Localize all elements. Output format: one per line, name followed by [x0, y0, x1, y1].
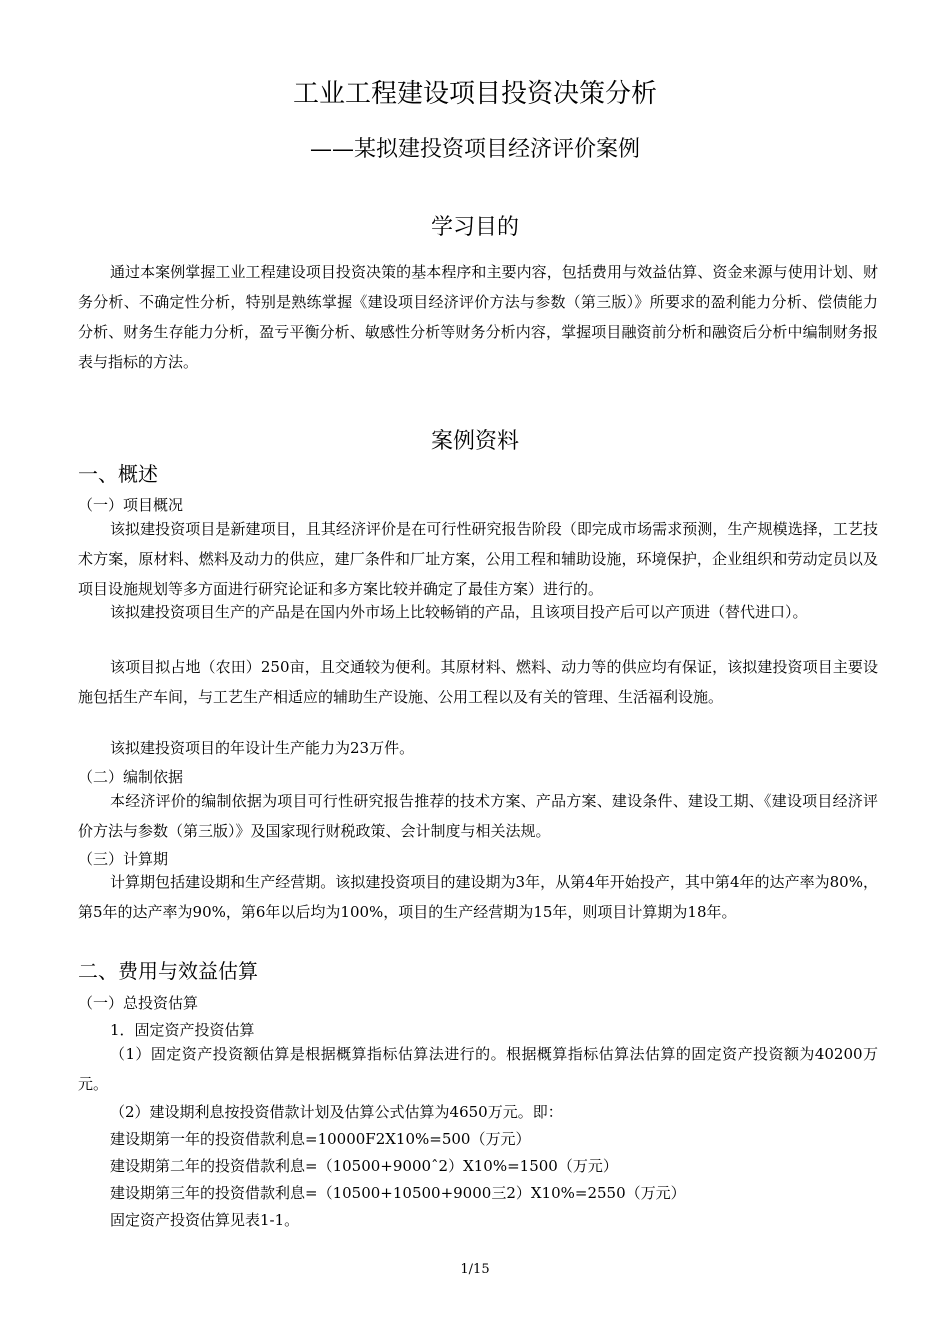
period-paragraph: 计算期包括建设期和生产经营期。该拟建投资项目的建设期为3年，从第4年开始投产，其中第4年的达产率为80%，第5年的达产率为90%，第6年以后均为100%，项目的生产经营期为15年，则项目计算期为18年。	[78, 873, 878, 921]
interest-calc-year-2: 建设期第二年的投资借款利息=（10500+9000ˆ2）X10%=1500（万元）	[110, 1157, 618, 1175]
basis-paragraph: 本经济评价的编制依据为项目可行性研究报告推荐的技术方案、产品方案、建设条件、建设工期、《建设项目经济评价方法与参数（第三版）》及国家现行财税政策、会计制度与相关法规。	[78, 792, 878, 840]
project-overview-paragraph-4: 该拟建投资项目的年设计生产能力为23万件。	[110, 739, 415, 757]
fixed-asset-paragraph-1: （1）固定资产投资额估算是根据概算指标估算法进行的。根据概算指标估算法估算的固定资产投资额为40200万元。	[78, 1045, 878, 1093]
case-heading: 案例资料	[430, 429, 519, 454]
objective-paragraph: 通过本案例掌握工业工程建设项目投资决策的基本程序和主要内容，包括费用与效益估算、资金来源与使用计划、财务分析、不确定性分析，特别是熟练掌握《建设项目经济评价方法与参数（第三版）》所要求的盈利能力分析、偿债能力分析、财务生存能力分析，盈亏平衡分析、敏感性分析等财务分析内容，掌握项目融资前分析和融资后分析中编制财务报表与指标的方法。	[78, 263, 878, 371]
interest-calc-year-1: 建设期第一年的投资借款利息=10000F2X10%=500（万元）	[110, 1130, 531, 1148]
subsection-period-heading: （三）计算期	[78, 850, 169, 868]
page-number: 1/15	[460, 1262, 490, 1277]
subsection-project-overview-heading: （一）项目概况	[78, 496, 184, 514]
project-overview-paragraph-2: 该拟建投资项目生产的产品是在国内外市场上比较畅销的产品，且该项目投产后可以产顶进（替代进口）。	[110, 603, 808, 621]
document-subtitle: ——某拟建投资项目经济评价案例	[309, 137, 640, 162]
document-title: 工业工程建设项目投资决策分析	[292, 79, 657, 109]
project-overview-paragraph-1: 该拟建投资项目是新建项目，且其经济评价是在可行性研究报告阶段（即完成市场需求预测，生产规模选择，工艺技术方案，原材料、燃料及动力的供应，建厂条件和厂址方案，公用工程和辅助设施，环境保护，企业组织和劳动定员以及项目设施规划等多方面进行研究论证和多方案比较并确定了最佳方案）进行的。	[78, 520, 878, 598]
objective-heading: 学习目的	[430, 215, 519, 240]
fixed-asset-item-heading: 1．固定资产投资估算	[110, 1021, 255, 1039]
fixed-asset-paragraph-2: （2）建设期利息按投资借款计划及估算公式估算为4650万元。即：	[110, 1103, 563, 1121]
interest-calc-year-3: 建设期第三年的投资借款利息=（10500+10500+9000三2）X10%=2550（万元）	[110, 1184, 686, 1202]
table-reference: 固定资产投资估算见表1-1。	[110, 1211, 300, 1229]
subsection-total-investment-heading: （一）总投资估算	[78, 994, 199, 1012]
section-overview-heading: 一、概述	[78, 462, 158, 486]
subsection-basis-heading: （二）编制依据	[78, 768, 184, 786]
section-cost-benefit-heading: 二、费用与效益估算	[78, 959, 258, 983]
project-overview-paragraph-3: 该项目拟占地（农田）250亩，且交通较为便利。其原材料、燃料、动力等的供应均有保证，该拟建投资项目主要设施包括生产车间，与工艺生产相适应的辅助生产设施、公用工程以及有关的管理、生活福利设施。	[78, 658, 878, 706]
